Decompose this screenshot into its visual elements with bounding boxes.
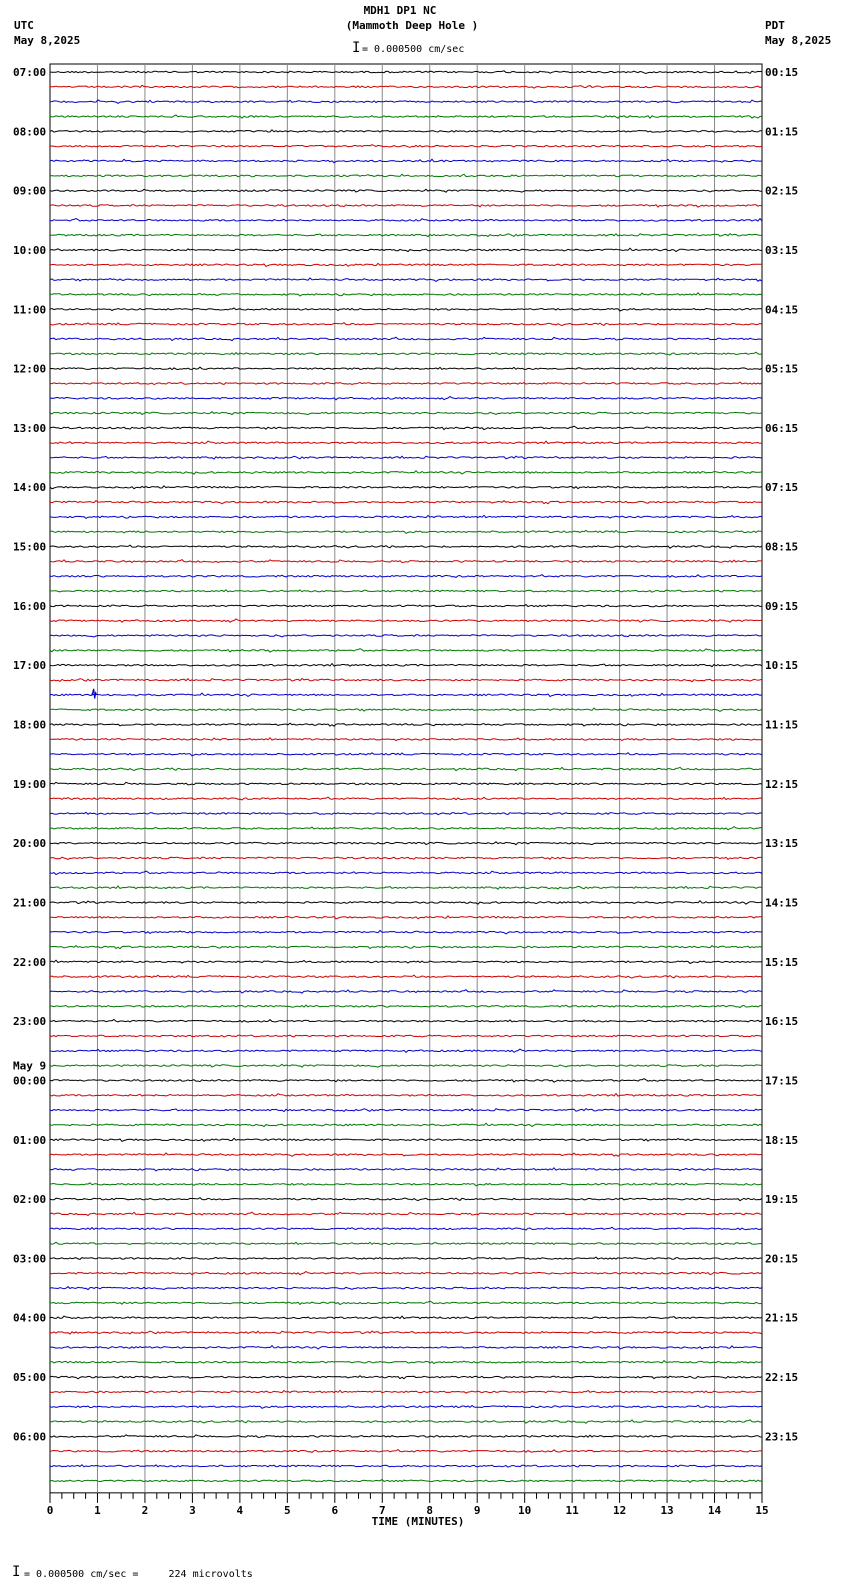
seismic-trace (50, 590, 762, 592)
seismic-trace (50, 1123, 762, 1126)
pdt-hour-label: 22:15 (765, 1371, 799, 1385)
seismic-trace (50, 1420, 762, 1423)
seismic-trace (50, 308, 762, 311)
x-tick-label: 1 (94, 1503, 101, 1517)
pdt-hour-label: 21:15 (765, 1311, 799, 1325)
seismic-trace (50, 560, 762, 563)
seismic-trace (50, 263, 762, 266)
seismic-trace (50, 456, 762, 459)
pdt-hour-label: 15:15 (765, 955, 799, 969)
x-tick-label: 8 (426, 1503, 434, 1517)
pdt-hour-label: 20:15 (765, 1252, 799, 1266)
seismic-trace (50, 337, 762, 340)
seismic-trace (50, 397, 762, 400)
seismic-trace (50, 693, 762, 696)
pdt-hour-label: 01:15 (765, 125, 799, 139)
scale-bar-top-icon: I (352, 40, 361, 56)
seismic-trace (50, 248, 762, 251)
seismic-trace (50, 1435, 762, 1438)
seismic-trace (50, 797, 762, 800)
seismic-trace (50, 975, 762, 978)
seismic-trace (50, 1376, 762, 1379)
seismic-trace (50, 886, 762, 889)
pdt-hour-label: 00:15 (765, 66, 799, 79)
seismic-trace (50, 1168, 762, 1171)
seismic-trace (50, 605, 762, 607)
seismic-trace (50, 293, 762, 296)
pdt-hour-label: 02:15 (765, 184, 799, 198)
utc-hour-label: 02:00 (13, 1193, 47, 1207)
seismic-trace (50, 827, 762, 830)
seismic-trace (50, 1405, 762, 1408)
seismic-trace (50, 1109, 762, 1112)
utc-hour-label: 10:00 (13, 243, 47, 257)
seismic-trace (50, 679, 762, 682)
x-tick-label: 15 (755, 1503, 769, 1517)
seismic-trace (50, 753, 762, 756)
utc-hour-label: 01:00 (13, 1133, 47, 1147)
x-tick-label: 13 (660, 1503, 674, 1517)
utc-hour-label: 09:00 (13, 184, 47, 198)
x-axis-label: TIME (MINUTES) (371, 1514, 465, 1528)
seismic-trace (50, 486, 762, 489)
seismic-trace (50, 1346, 762, 1349)
x-tick-label: 12 (612, 1503, 627, 1517)
seismic-trace (50, 1227, 762, 1230)
seismic-trace (50, 382, 762, 385)
seismic-trace (50, 515, 762, 518)
x-tick-label: 11 (565, 1503, 579, 1517)
utc-hour-label: 23:00 (13, 1015, 47, 1029)
right-zone: PDT (765, 19, 785, 32)
utc-hour-label: 21:00 (13, 896, 47, 910)
utc-hour-label: 22:00 (13, 955, 47, 969)
seismic-trace (50, 100, 762, 104)
seismic-trace (50, 1480, 762, 1483)
utc-hour-label: 20:00 (13, 837, 47, 851)
utc-hour-label: 18:00 (13, 718, 47, 732)
seismic-trace (50, 130, 762, 132)
seismic-trace (50, 145, 762, 148)
x-tick-label: 3 (189, 1503, 196, 1517)
seismic-trace (50, 1094, 762, 1097)
seismic-trace (50, 931, 762, 934)
seismic-trace (50, 575, 762, 578)
seismic-trace (50, 1079, 762, 1082)
seismic-trace (50, 530, 762, 533)
seismic-trace (50, 842, 762, 845)
pdt-hour-label: 04:15 (765, 303, 799, 317)
utc-hour-label: 16:00 (13, 599, 47, 613)
utc-hour-label: 19:00 (13, 777, 47, 791)
seismic-trace (50, 619, 762, 622)
utc-hour-label: 14:00 (13, 481, 47, 495)
seismic-trace (50, 426, 762, 429)
pdt-hour-label: 23:15 (765, 1430, 799, 1444)
seismic-trace (50, 352, 762, 355)
utc-hour-label: 11:00 (13, 303, 47, 317)
seismic-trace (50, 1331, 762, 1334)
x-tick-label: 14 (707, 1503, 722, 1517)
seismic-trace (50, 1242, 762, 1245)
seismic-trace (50, 1035, 762, 1037)
seismic-trace (50, 1316, 762, 1319)
seismic-trace (50, 1361, 762, 1364)
utc-hour-label: 17:00 (13, 659, 47, 673)
pdt-hour-label: 14:15 (765, 896, 799, 910)
pdt-hour-label: 19:15 (765, 1193, 799, 1207)
pdt-hour-label: 17:15 (765, 1074, 799, 1088)
seismic-trace (50, 1064, 762, 1067)
x-tick-label: 5 (284, 1503, 291, 1517)
seismic-trace (50, 1390, 762, 1393)
pdt-hour-label: 16:15 (765, 1015, 799, 1029)
seismic-trace (50, 545, 762, 548)
scale-label-top: = 0.000500 cm/sec (362, 44, 465, 55)
x-tick-label: 0 (46, 1503, 54, 1517)
utc-hour-label: 06:00 (13, 1430, 47, 1444)
pdt-hour-label: 07:15 (765, 481, 799, 495)
pdt-hour-label: 09:15 (765, 599, 799, 613)
pdt-hour-label: 13:15 (765, 837, 799, 851)
seismic-trace (50, 767, 762, 770)
x-tick-label: 9 (473, 1503, 481, 1517)
seismic-trace (50, 367, 762, 369)
seismic-trace (50, 871, 762, 874)
utc-hour-label: 04:00 (13, 1311, 47, 1325)
seismic-trace (50, 471, 762, 474)
footer-scale: = 0.000500 cm/sec = 224 microvolts (24, 1569, 253, 1580)
seismic-trace (50, 1257, 762, 1259)
seismic-trace (50, 664, 762, 667)
seismic-trace (50, 71, 762, 74)
x-tick-label: 6 (331, 1503, 339, 1517)
seismic-trace (50, 635, 762, 637)
seismic-trace (50, 946, 762, 949)
site-subtitle: (Mammoth Deep Hole ) (345, 19, 479, 32)
seismic-trace (50, 115, 762, 118)
seismic-trace (50, 205, 762, 207)
seismic-trace (50, 1212, 762, 1215)
seismic-trace (50, 441, 762, 444)
seismic-trace (50, 1183, 762, 1186)
station-title: MDH1 DP1 NC (363, 4, 437, 17)
seismic-trace (50, 1049, 762, 1052)
seismic-trace (50, 501, 762, 504)
seismic-trace (50, 1153, 762, 1156)
seismic-trace (50, 278, 762, 281)
trace-group (50, 71, 762, 1483)
date-change-label: May 9 (13, 1059, 47, 1073)
plot-frame (50, 64, 762, 1493)
x-tick-label: 2 (141, 1503, 149, 1517)
utc-hour-label: 07:00 (13, 66, 47, 79)
utc-hour-label: 05:00 (13, 1371, 47, 1385)
seismic-trace (50, 960, 762, 963)
pdt-hour-label: 11:15 (765, 718, 799, 732)
seismic-trace (50, 812, 762, 814)
pdt-hour-label: 03:15 (765, 243, 799, 257)
left-zone: UTC (14, 19, 34, 32)
seismic-trace (50, 234, 762, 237)
seismic-trace (50, 189, 762, 192)
pdt-hour-label: 10:15 (765, 659, 799, 673)
seismic-trace (50, 782, 762, 785)
plot-grid (50, 64, 762, 1493)
seismic-trace (50, 723, 762, 726)
pdt-hour-label: 18:15 (765, 1133, 799, 1147)
seismic-trace (50, 1272, 762, 1275)
seismic-trace (50, 1450, 762, 1453)
utc-hour-label: 15:00 (13, 540, 47, 554)
x-tick-label: 7 (378, 1503, 386, 1517)
scale-bar-bottom-icon: I (12, 1564, 21, 1580)
seismic-trace (50, 1198, 762, 1201)
seismic-trace (50, 1020, 762, 1023)
pdt-hour-label: 05:15 (765, 362, 799, 376)
utc-hour-label: 08:00 (13, 125, 47, 139)
utc-hour-label: 13:00 (13, 421, 47, 435)
seismic-trace (50, 1301, 762, 1304)
seismic-trace (50, 708, 762, 711)
seismic-trace (50, 174, 762, 177)
pdt-hour-label: 08:15 (765, 540, 799, 554)
left-date: May 8,2025 (14, 34, 81, 47)
seismic-trace (50, 85, 762, 88)
seismic-trace (50, 1287, 762, 1290)
utc-hour-label: 12:00 (13, 362, 47, 376)
x-axis (47, 1493, 769, 1528)
seismic-trace (50, 916, 762, 919)
seismic-trace (50, 901, 762, 904)
x-tick-label: 4 (236, 1503, 244, 1517)
pdt-hour-label: 06:15 (765, 421, 799, 435)
seismic-trace (50, 649, 762, 652)
seismic-trace (50, 412, 762, 415)
seismic-trace (50, 990, 762, 993)
x-tick-label: 10 (518, 1503, 532, 1517)
event-spike (92, 689, 97, 699)
seismic-trace (50, 219, 762, 222)
pdt-hour-label: 12:15 (765, 777, 799, 791)
utc-hour-label: 03:00 (13, 1252, 47, 1266)
seismic-trace (50, 1005, 762, 1007)
seismic-trace (50, 323, 762, 326)
right-date: May 8,2025 (765, 34, 832, 47)
seismic-trace (50, 857, 762, 859)
seismic-trace (50, 1138, 762, 1141)
seismic-trace (50, 738, 762, 741)
seismic-trace (50, 1465, 762, 1467)
seismic-trace (50, 159, 762, 162)
utc-hour-label: 00:00 (13, 1074, 47, 1088)
